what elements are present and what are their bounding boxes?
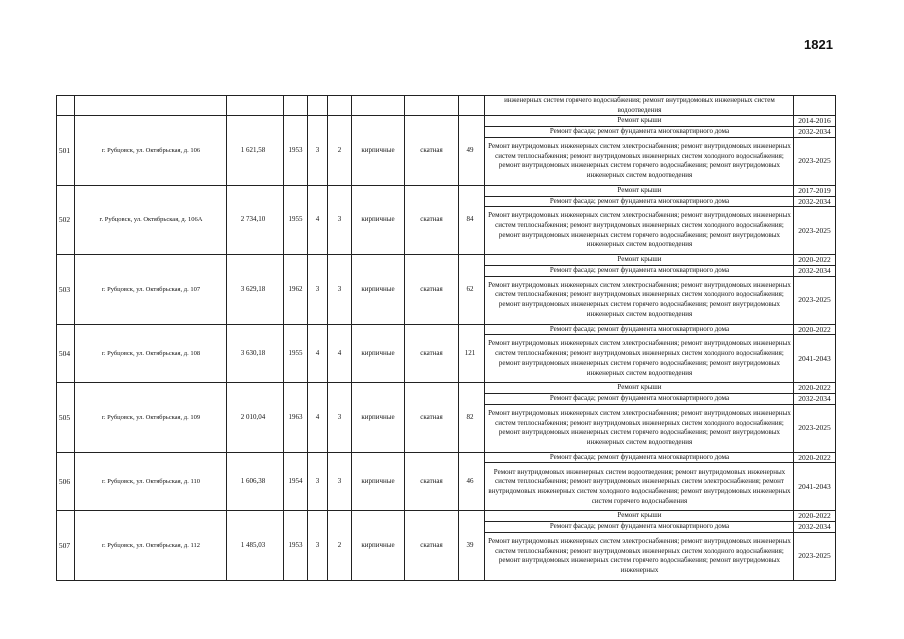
cell-address: г. Рубцовск, ул. Октябрьская, д. 109: [75, 383, 227, 452]
cell-floors: 3: [308, 116, 328, 185]
table-row-house: [57, 116, 836, 127]
cell-area: 1 606,38: [227, 452, 284, 511]
cell-year: 1962: [284, 255, 308, 324]
cell-work: Ремонт крыши: [485, 255, 794, 266]
cell-roof: [405, 96, 459, 116]
cell-period: 2041-2043: [794, 335, 836, 383]
page-number: 1821: [804, 37, 833, 52]
cell-work: Ремонт крыши: [485, 383, 794, 394]
cell-roof: скатная: [405, 511, 459, 580]
cell-address: г. Рубцовск, ул. Октябрьская, д. 106: [75, 116, 227, 185]
cell-entrances: 2: [328, 116, 352, 185]
cell-num: 502: [57, 185, 75, 254]
cell-area: 3 630,18: [227, 324, 284, 383]
cell-period: 2020-2022: [794, 452, 836, 463]
cell-period: 2032-2034: [794, 196, 836, 207]
cell-period: 2014-2016: [794, 116, 836, 127]
cell-floors: 3: [308, 255, 328, 324]
cell-material: кирпичные: [352, 324, 405, 383]
cell-work: Ремонт фасада; ремонт фундамента многоквартирного дома: [485, 324, 794, 335]
cell-address: г. Рубцовск, ул. Октябрьская, д. 110: [75, 452, 227, 511]
cell-area: 1 485,03: [227, 511, 284, 580]
cell-floors: [308, 96, 328, 116]
cell-period: 2017-2019: [794, 185, 836, 196]
cell-period: 2032-2034: [794, 394, 836, 405]
cell-work: Ремонт крыши: [485, 116, 794, 127]
cell-roof: скатная: [405, 255, 459, 324]
cell-work: Ремонт крыши: [485, 185, 794, 196]
cell-period: 2023-2025: [794, 532, 836, 580]
cell-address: г. Рубцовск, ул. Октябрьская, д. 106А: [75, 185, 227, 254]
cell-work: Ремонт фасада; ремонт фундамента многоквартирного дома: [485, 265, 794, 276]
cell-period: 2032-2034: [794, 522, 836, 533]
cell-work: Ремонт внутридомовых инженерных систем электроснабжения; ремонт внутридомовых инженерных систем теплоснабжения; ремонт внутридомовых инженерных систем холодного водоснабжения; ремонт внутридомовых инженерных систем горячего водоснабжения; ремонт внутридомовых инженерных систем водоотведения: [485, 335, 794, 383]
cell-address: [75, 96, 227, 116]
cell-num: 501: [57, 116, 75, 185]
cell-work: Ремонт фасада; ремонт фундамента многоквартирного дома: [485, 522, 794, 533]
cell-num: 506: [57, 452, 75, 511]
cell-period: 2023-2025: [794, 276, 836, 324]
cell-material: кирпичные: [352, 185, 405, 254]
cell-entrances: [328, 96, 352, 116]
cell-apartments: [459, 96, 485, 116]
cell-year: [284, 96, 308, 116]
cell-num: 503: [57, 255, 75, 324]
cell-material: кирпичные: [352, 116, 405, 185]
cell-apartments: 121: [459, 324, 485, 383]
cell-work: Ремонт крыши: [485, 511, 794, 522]
cell-address: г. Рубцовск, ул. Октябрьская, д. 107: [75, 255, 227, 324]
cell-apartments: 49: [459, 116, 485, 185]
cell-period: 2020-2022: [794, 255, 836, 266]
cell-material: кирпичные: [352, 255, 405, 324]
cell-year: 1955: [284, 324, 308, 383]
cell-work: Ремонт внутридомовых инженерных систем электроснабжения; ремонт внутридомовых инженерных систем теплоснабжения; ремонт внутридомовых инженерных систем холодного водоснабжения; ремонт внутридомовых инженерных систем горячего водоснабжения; ремонт внутридомовых инженерных систем водоотведения: [485, 207, 794, 255]
table-body: [57, 96, 836, 581]
cell-roof: скатная: [405, 116, 459, 185]
cell-floors: 3: [308, 511, 328, 580]
cell-work: Ремонт внутридомовых инженерных систем электроснабжения; ремонт внутридомовых инженерных систем теплоснабжения; ремонт внутридомовых инженерных систем холодного водоснабжения; ремонт внутридомовых инженерных систем горячего водоснабжения; ремонт внутридомовых инженерных систем водоотведения: [485, 137, 794, 185]
cell-material: кирпичные: [352, 452, 405, 511]
cell-work: Ремонт фасада; ремонт фундамента многоквартирного дома: [485, 394, 794, 405]
cell-work: Ремонт фасада; ремонт фундамента многоквартирного дома: [485, 452, 794, 463]
cell-num: [57, 96, 75, 116]
cell-entrances: 2: [328, 511, 352, 580]
cell-area: 2 734,10: [227, 185, 284, 254]
cell-year: 1954: [284, 452, 308, 511]
table-row-house: [57, 452, 836, 463]
cell-apartments: 62: [459, 255, 485, 324]
cell-year: 1953: [284, 511, 308, 580]
cell-floors: 3: [308, 452, 328, 511]
cell-work: Ремонт внутридомовых инженерных систем электроснабжения; ремонт внутридомовых инженерных систем теплоснабжения; ремонт внутридомовых инженерных систем холодного водоснабжения; ремонт внутридомовых инженерных систем горячего водоснабжения; ремонт внутридомовых инженерных систем водоотведения: [485, 276, 794, 324]
cell-num: 504: [57, 324, 75, 383]
cell-period: 2020-2022: [794, 511, 836, 522]
cell-apartments: 82: [459, 383, 485, 452]
cell-entrances: 3: [328, 383, 352, 452]
cell-num: 507: [57, 511, 75, 580]
repair-schedule-table: [56, 95, 836, 581]
cell-material: кирпичные: [352, 511, 405, 580]
cell-period: 2023-2025: [794, 404, 836, 452]
cell-roof: скатная: [405, 185, 459, 254]
cell-apartments: 39: [459, 511, 485, 580]
table-row-house: [57, 255, 836, 266]
cell-entrances: 4: [328, 324, 352, 383]
table-row-house: [57, 511, 836, 522]
cell-floors: 4: [308, 185, 328, 254]
cell-area: 3 629,18: [227, 255, 284, 324]
cell-period: 2041-2043: [794, 463, 836, 511]
cell-work: Ремонт фасада; ремонт фундамента многоквартирного дома: [485, 127, 794, 138]
cell-material: [352, 96, 405, 116]
cell-period: 2020-2022: [794, 383, 836, 394]
cell-roof: скатная: [405, 383, 459, 452]
cell-material: кирпичные: [352, 383, 405, 452]
cell-num: 505: [57, 383, 75, 452]
cell-work: Ремонт внутридомовых инженерных систем электроснабжения; ремонт внутридомовых инженерных систем теплоснабжения; ремонт внутридомовых инженерных систем холодного водоснабжения; ремонт внутридомовых инженерных систем горячего водоснабжения; ремонт внутридомовых инженерных систем водоотведения: [485, 404, 794, 452]
cell-roof: скатная: [405, 324, 459, 383]
cell-entrances: 3: [328, 452, 352, 511]
cell-apartments: 46: [459, 452, 485, 511]
cell-period: 2032-2034: [794, 265, 836, 276]
cell-year: 1955: [284, 185, 308, 254]
cell-year: 1953: [284, 116, 308, 185]
cell-work: Ремонт внутридомовых инженерных систем водоотведения; ремонт внутридомовых инженерных систем теплоснабжения; ремонт внутридомовых инженерных систем электроснабжения; ремонт внутридомовых инженерных систем холодного водоснабжения; ремонт внутридомовых инженерных систем горячего водоснабжения: [485, 463, 794, 511]
cell-period: 2032-2034: [794, 127, 836, 138]
table-row-house: [57, 324, 836, 335]
cell-area: 2 010,04: [227, 383, 284, 452]
table-row-continuation: [57, 96, 836, 116]
cell-area: [227, 96, 284, 116]
cell-apartments: 84: [459, 185, 485, 254]
cell-address: г. Рубцовск, ул. Октябрьская, д. 112: [75, 511, 227, 580]
cell-work: Ремонт внутридомовых инженерных систем электроснабжения; ремонт внутридомовых инженерных систем теплоснабжения; ремонт внутридомовых инженерных систем холодного водоснабжения; ремонт внутридомовых инженерных систем горячего водоснабжения; ремонт внутридомовых инженерных: [485, 532, 794, 580]
table-row-house: [57, 185, 836, 196]
cell-year: 1963: [284, 383, 308, 452]
cell-period: 2023-2025: [794, 137, 836, 185]
table-row-house: [57, 383, 836, 394]
cell-period: [794, 96, 836, 116]
cell-address: г. Рубцовск, ул. Октябрьская, д. 108: [75, 324, 227, 383]
cell-period: 2023-2025: [794, 207, 836, 255]
cell-period: 2020-2022: [794, 324, 836, 335]
cell-roof: скатная: [405, 452, 459, 511]
cell-work: инженерных систем горячего водоснабжения; ремонт внутридомовых инженерных систем водоотведения: [485, 96, 794, 116]
cell-entrances: 3: [328, 255, 352, 324]
cell-entrances: 3: [328, 185, 352, 254]
cell-work: Ремонт фасада; ремонт фундамента многоквартирного дома: [485, 196, 794, 207]
cell-floors: 4: [308, 324, 328, 383]
cell-area: 1 621,58: [227, 116, 284, 185]
cell-floors: 4: [308, 383, 328, 452]
